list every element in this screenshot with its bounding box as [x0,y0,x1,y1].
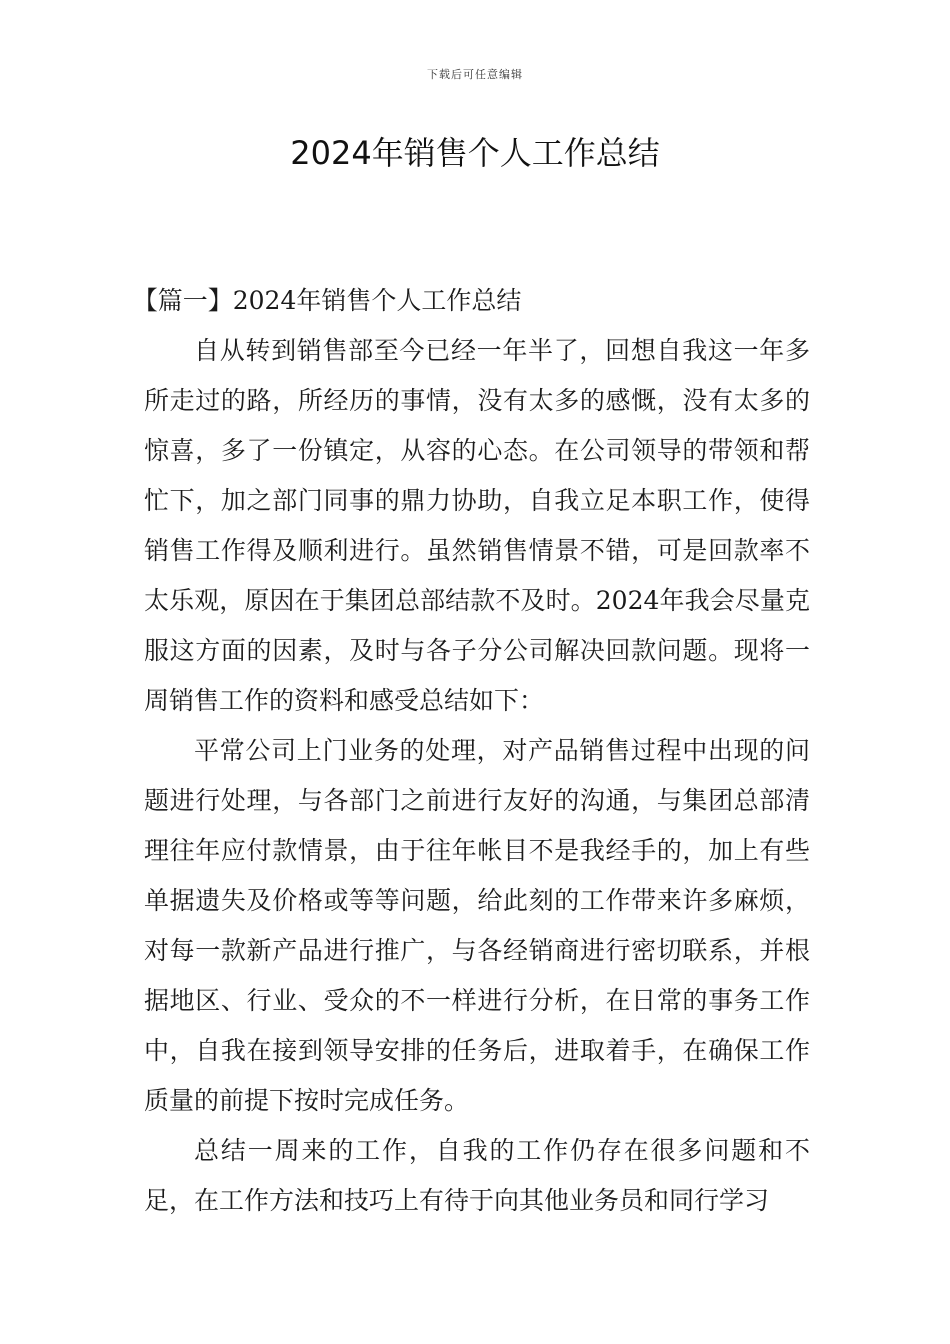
document-body [132,276,810,1226]
section-heading: 【篇一】2024年销售个人工作总结 [132,286,522,315]
document-title: 2024年销售个人工作总结 [290,134,660,172]
paragraph-1: 自从转到销售部至今已经一年半了，回想自我这一年多所走过的路，所经历的事情，没有太多的感慨，没有太多的惊喜，多了一份镇定，从容的心态。在公司领导的带领和帮忙下，加之部门同事的鼎力协助，自我立足本职工作，使得销售工作得及顺利进行。虽然销售情景不错，可是回款率不太乐观，原因在于集团总部结款不及时。2024年我会尽量克服这方面的因素，及时与各子分公司解决回款问题。现将一周销售工作的资料和感受总结如下： [144,336,810,715]
paragraph-3: 总结一周来的工作，自我的工作仍存在很多问题和不足，在工作方法和技巧上有待于向其他业务员和同行学习 [144,1136,810,1215]
paragraph-2: 平常公司上门业务的处理，对产品销售过程中出现的问题进行处理，与各部门之前进行友好的沟通，与集团总部清理往年应付款情景，由于往年帐目不是我经手的，加上有些单据遗失及价格或等等问题，给此刻的工作带来许多麻烦，对每一款新产品进行推广，与各经销商进行密切联系，并根据地区、行业、受众的不一样进行分析，在日常的事务工作中，自我在接到领导安排的任务后，进取着手，在确保工作质量的前提下按时完成任务。 [144,736,810,1115]
header-note: 下载后可任意编辑 [427,68,523,81]
